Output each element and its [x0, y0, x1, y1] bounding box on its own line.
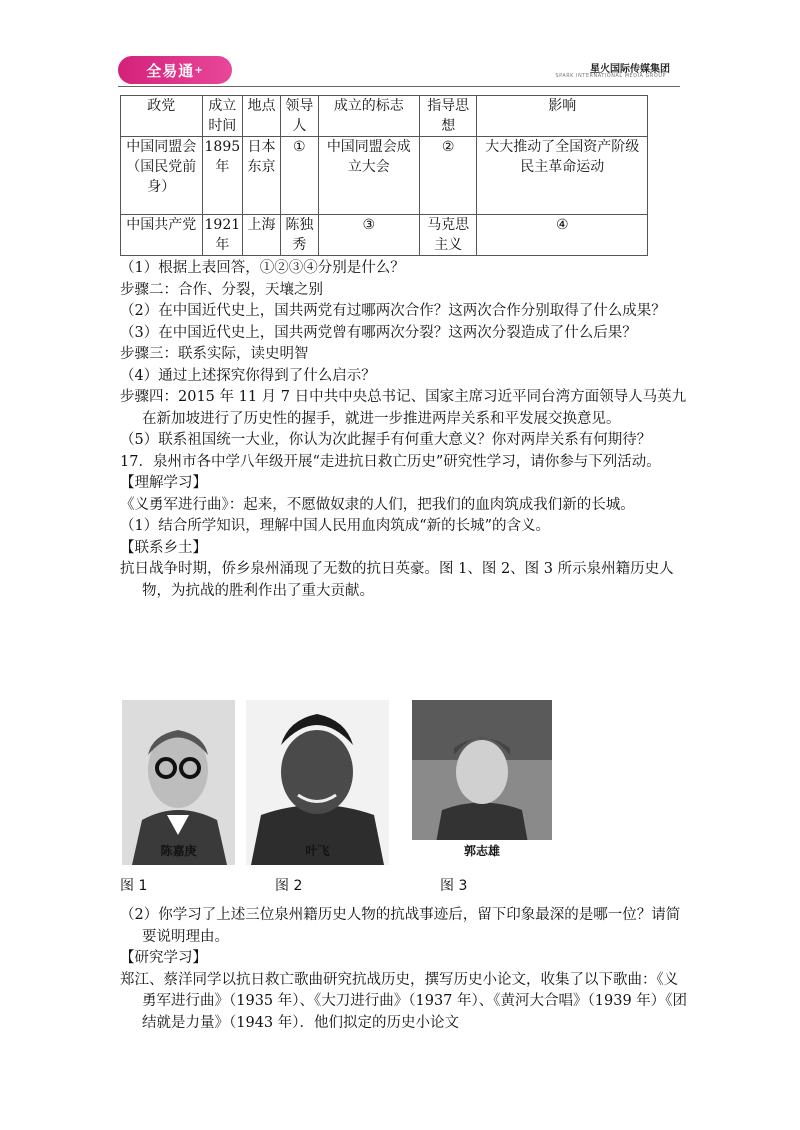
table-cell: 1921年 — [202, 215, 243, 256]
photo-strip — [122, 700, 552, 865]
table-cell: 日本东京 — [243, 137, 281, 215]
photo-guo-zhixiong — [412, 700, 552, 865]
figure-label-3: 图 3 — [440, 878, 468, 894]
table-cell: 陈独秀 — [280, 215, 318, 256]
header-cell: 影响 — [477, 96, 648, 137]
table-header-row — [121, 96, 648, 137]
research-text: 郑江、蔡洋同学以抗日救亡歌曲研究抗战历史，撰写历史小论文，收集了以下歌曲：《义勇军进行曲》（1935 年）、《大刀进行曲》（1937 年）、《黄河大合唱》（1939 年）《团结就是力量》（1943 年）．他们拟定的历史小论文 — [120, 971, 688, 1031]
table-cell: 中国同盟会成立大会 — [318, 137, 419, 215]
photo-caption: 郭志雄 — [463, 844, 500, 858]
photo-ye-fei — [246, 700, 389, 865]
brand-logo — [118, 56, 232, 84]
portrait-image — [412, 700, 552, 865]
logo-text: 全易通 — [146, 61, 195, 80]
page-header — [118, 56, 680, 90]
table-cell: ② — [419, 137, 477, 215]
header-divider — [118, 86, 680, 87]
section-hometown: 【联系乡土】 — [120, 539, 207, 556]
header-cell: 指导思想 — [419, 96, 477, 137]
photo-chen-jiageng — [122, 700, 235, 865]
table-cell: 中国同盟会（国民党前身） — [121, 137, 203, 215]
company-name: 星火国际传媒集团 — [590, 64, 670, 75]
header-cell: 领导人 — [280, 96, 318, 137]
table-cell: 上海 — [243, 215, 281, 256]
question-17-2: （2）你学习了上述三位泉州籍历史人物的抗战事迹后，留下印象最深的是哪一位？请简要说明理由。 — [120, 907, 681, 945]
question-4: （4）通过上述探究你得到了什么启示？ — [120, 367, 376, 384]
portrait-image — [122, 700, 235, 865]
table-cell: ① — [280, 137, 318, 215]
table-cell: ④ — [477, 215, 648, 256]
header-cell: 政党 — [121, 96, 203, 137]
question-5: （5）联系祖国统一大业，你认为次此握手有何重大意义？你对两岸关系有何期待？ — [120, 432, 652, 448]
table-cell: ③ — [318, 215, 419, 256]
step-4: 步骤四：2015 年 11 月 7 日中共中央总书记、国家主席习近平同台湾方面领导人马英九在新加坡进行了历史性的握手，就进一步推进两岸关系和平发展交换意见。 — [120, 389, 687, 427]
question-3: （3）在中国近代史上，国共两党曾有哪两次分裂？这两次分裂造成了什么后果？ — [120, 324, 637, 341]
question-2: （2）在中国近代史上，国共两党有过哪两次合作？这两次合作分别取得了什么成果？ — [120, 303, 666, 319]
photo-caption: 陈嘉庚 — [160, 844, 197, 858]
question-text-continued — [120, 905, 692, 1034]
photo-caption: 叶飞 — [305, 844, 330, 858]
hometown-text: 抗日战争时期，侨乡泉州涌现了无数的抗日英豪。图 1、图 2、图 3 所示泉州籍历史人物，为抗战的胜利作出了重大贡献。 — [120, 561, 674, 599]
figure-label-2: 图 2 — [275, 878, 303, 894]
table-row — [121, 137, 648, 215]
section-understand: 【理解学习】 — [120, 475, 207, 491]
header-cell: 地点 — [243, 96, 281, 137]
table-cell: 1895年 — [202, 137, 243, 215]
company-subtitle: SPARK INTERNATIONAL MEDIA GROUP — [555, 73, 666, 79]
table-cell: 中国共产党 — [121, 215, 203, 256]
logo-plus: + — [194, 64, 204, 76]
table-row — [121, 215, 648, 256]
header-cell: 成立的标志 — [318, 96, 419, 137]
question-17-1: （1）结合所学知识，理解中国人民用血肉筑成“新的长城”的含义。 — [120, 518, 551, 534]
party-table — [120, 95, 648, 256]
anthem-lyric: 《义勇军进行曲》：起来，不愿做奴隶的人们，把我们的血肉筑成我们新的长城。 — [120, 496, 635, 513]
table-cell: 马克思主义 — [419, 215, 477, 256]
step-2: 步骤二：合作、分裂，天壤之别 — [120, 281, 323, 298]
question-17: 17．泉州市各中学八年级开展“走进抗日救亡历史”研究性学习，请你参与下列活动。 — [120, 453, 661, 470]
step-3: 步骤三：联系实际，读史明智 — [120, 346, 309, 362]
section-research: 【研究学习】 — [120, 950, 207, 966]
portrait-image — [246, 700, 389, 865]
question-text — [120, 258, 692, 602]
header-cell: 成立时间 — [202, 96, 243, 137]
question-1: （1）根据上表回答，①②③④分别是什么？ — [120, 260, 405, 276]
table-cell: 大大推动了全国资产阶级民主革命运动 — [477, 137, 648, 215]
figure-label-1: 图 1 — [120, 878, 148, 894]
